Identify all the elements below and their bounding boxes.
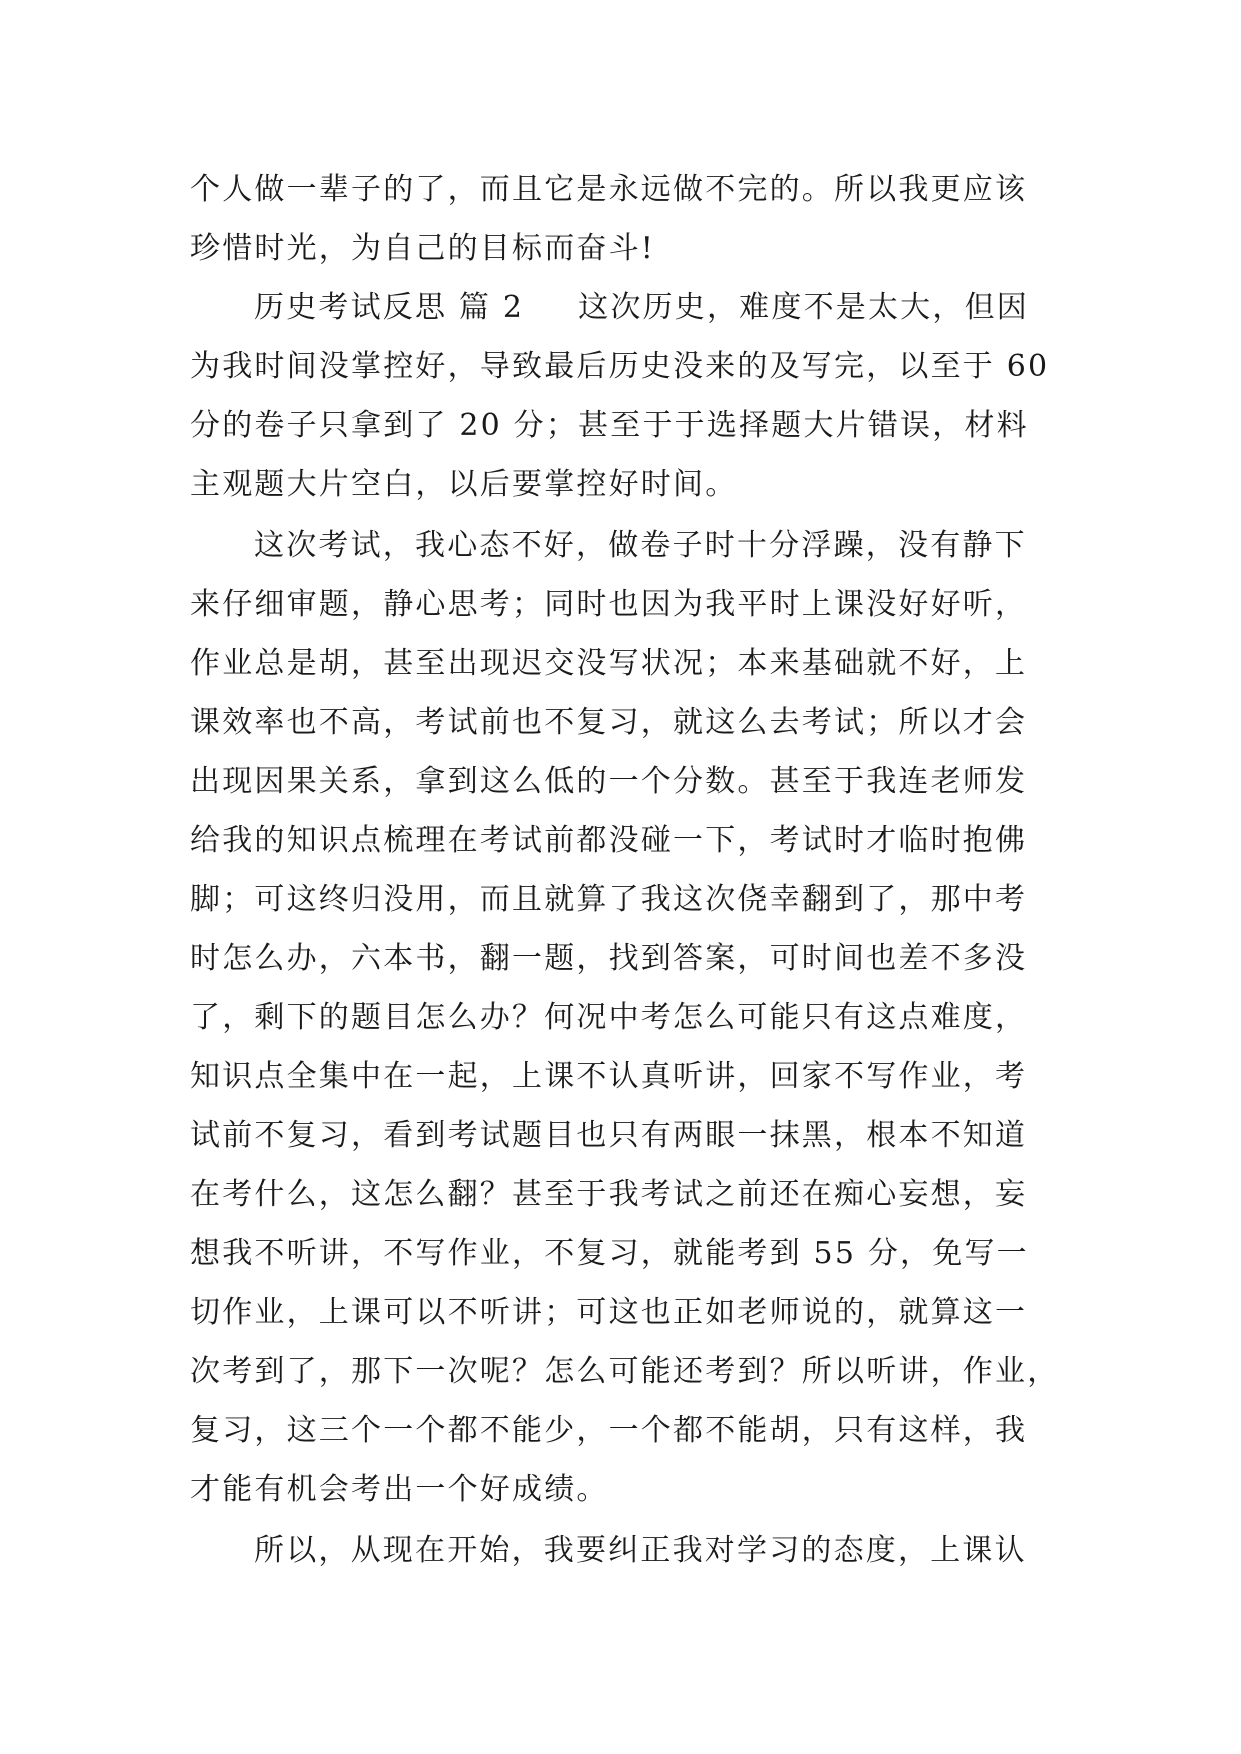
- text-line: 这次历史，难度不是太大，但因: [578, 290, 1029, 325]
- text-line: 试前不复习，看到考试题目也只有两眼一抹黑，根本不知道: [190, 1118, 1028, 1153]
- text-line: 脚；可这终归没用，而且就算了我这次侥幸翻到了，那中考: [190, 882, 1028, 917]
- text-line: 次考到了，那下一次呢？怎么可能还考到？所以听讲，作业，: [190, 1354, 1060, 1389]
- section-heading: 历史考试反思 篇 2: [254, 290, 525, 325]
- text-line: 在考什么，这怎么翻？甚至于我考试之前还在痴心妄想，妄: [190, 1177, 1028, 1212]
- text-line: 作业总是胡，甚至出现迟交没写状况；本来基础就不好，上: [190, 646, 1028, 681]
- paragraph-first-line: 所以，从现在开始，我要纠正我对学习的态度，上课认: [254, 1533, 1027, 1568]
- text-line: 课效率也不高，考试前也不复习，就这么去考试；所以才会: [190, 705, 1028, 740]
- text-line: 才能有机会考出一个好成绩。: [190, 1472, 609, 1507]
- text-line: 为我时间没掌控好，导致最后历史没来的及写完，以至于 60: [190, 349, 1050, 384]
- paragraph-first-line: 这次考试，我心态不好，做卷子时十分浮躁，没有静下: [254, 528, 1027, 563]
- text-line: 个人做一辈子的了，而且它是永远做不完的。所以我更应该: [190, 172, 1028, 207]
- text-line: 时怎么办，六本书，翻一题，找到答案，可时间也差不多没: [190, 941, 1028, 976]
- text-line: 出现因果关系，拿到这么低的一个分数。甚至于我连老师发: [190, 764, 1028, 799]
- text-line: 珍惜时光，为自己的目标而奋斗!: [190, 231, 656, 266]
- text-line: 想我不听讲，不写作业，不复习，就能考到 55 分，免写一: [190, 1236, 1029, 1271]
- text-line: 分的卷子只拿到了 20 分；甚至于于选择题大片错误，材料: [190, 408, 1029, 443]
- text-line: 给我的知识点梳理在考试前都没碰一下，考试时才临时抱佛: [190, 823, 1028, 858]
- text-line: 来仔细审题，静心思考；同时也因为我平时上课没好好听，: [190, 587, 1028, 622]
- text-line: 切作业，上课可以不听讲；可这也正如老师说的，就算这一: [190, 1295, 1028, 1330]
- text-line: 知识点全集中在一起，上课不认真听讲，回家不写作业，考: [190, 1059, 1028, 1094]
- text-line: 复习，这三个一个都不能少，一个都不能胡，只有这样，我: [190, 1413, 1028, 1448]
- section-heading-line: [190, 278, 1050, 337]
- text-line: 主观题大片空白，以后要掌控好时间。: [190, 467, 738, 502]
- document-body: [190, 160, 1060, 1580]
- text-line: 了，剩下的题目怎么办？何况中考怎么可能只有这点难度，: [190, 1000, 1028, 1035]
